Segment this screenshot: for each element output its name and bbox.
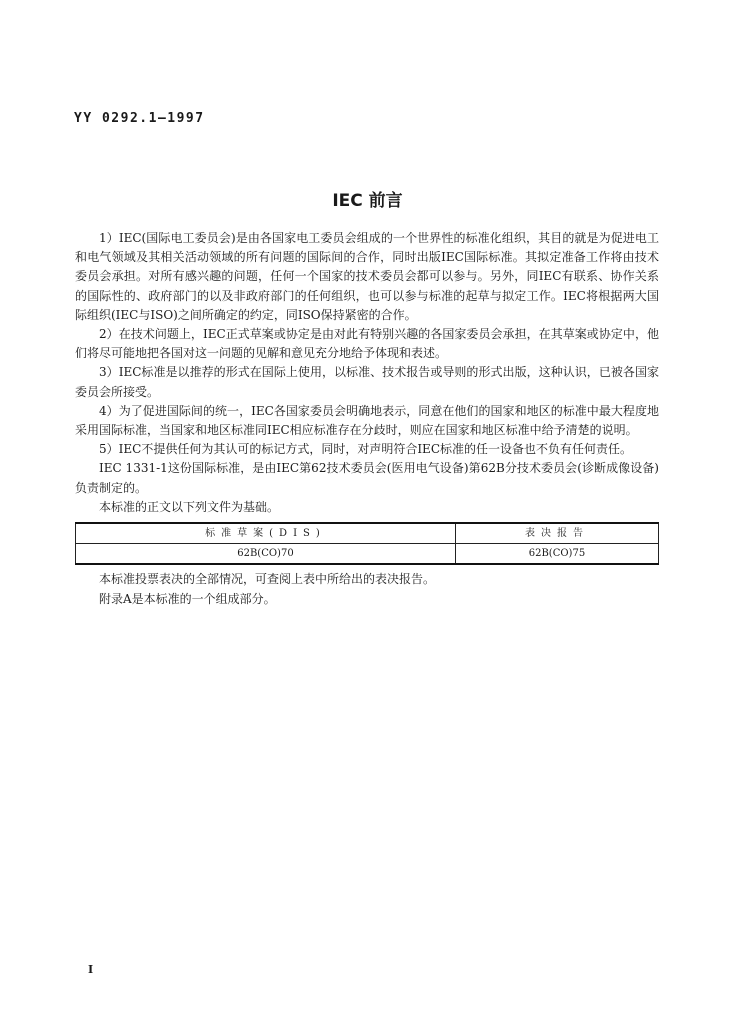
- page-title: IEC 前言: [332, 191, 403, 211]
- table-header-dis: 标准草案(DIS): [76, 523, 456, 544]
- paragraph-1: 1）IEC(国际电工委员会)是由各国家电工委员会组成的一个世界性的标准化组织，其目的就是为促进电工和电气领域及其相关活动领域的所有问题的国际间的合作，同时出版IEC国际标准。其拟定准备工作将由技术委员会承担。对所有感兴趣的问题，任何一个国家的技术委员会都可以参与。另外，同IEC有联系、协作关系的国际性的、政府部门的以及非政府部门的任何组织，也可以参与标准的起草与拟定工作。IEC将根据两大国际组织(IEC与ISO)之间所确定的约定，同ISO保持紧密的合作。: [75, 231, 659, 322]
- paragraph-basis: 本标准的正文以下列文件为基础。: [99, 499, 280, 514]
- paragraph-vote-info: 本标准投票表决的全部情况，可查阅上表中所给出的表决报告。: [99, 572, 436, 587]
- table-cell-dis: 62B(CO)70: [76, 544, 456, 565]
- vote-table: [75, 522, 659, 565]
- table-row: [76, 544, 659, 565]
- paragraph-4: 4）为了促进国际间的统一，IEC各国家委员会明确地表示，同意在他们的国家和地区的标准中最大程度地采用国际标准，当国家和地区标准同IEC相应标准存在分歧时，则应在国家和地区标准中给予清楚的说明。: [75, 403, 659, 438]
- table-header-report: 表决报告: [455, 523, 658, 544]
- document-code: YY 0292.1—1997: [74, 111, 205, 126]
- table-cell-report: 62B(CO)75: [455, 544, 658, 565]
- paragraph-2: 2）在技术问题上，IEC正式草案或协定是由对此有特别兴趣的各国家委员会承担，在其草案或协定中，他们将尽可能地把各国对这一问题的见解和意见充分地给予体现和表述。: [75, 327, 659, 361]
- page-number: I: [88, 963, 94, 976]
- paragraph-annex: 附录A是本标准的一个组成部分。: [99, 591, 276, 606]
- document-body: [75, 229, 659, 609]
- table-header-row: [76, 523, 659, 544]
- paragraph-5: 5）IEC不提供任何为其认可的标记方式，同时，对声明符合IEC标准的任一设备也不负有任何责任。: [99, 442, 633, 457]
- paragraph-committee: IEC 1331-1这份国际标准，是由IEC第62技术委员会(医用电气设备)第62B分技术委员会(诊断成像设备)负责制定的。: [75, 461, 659, 495]
- paragraph-3: 3）IEC标准是以推荐的形式在国际上使用，以标准、技术报告或导则的形式出版，这种认识，已被各国家委员会所接受。: [75, 365, 659, 399]
